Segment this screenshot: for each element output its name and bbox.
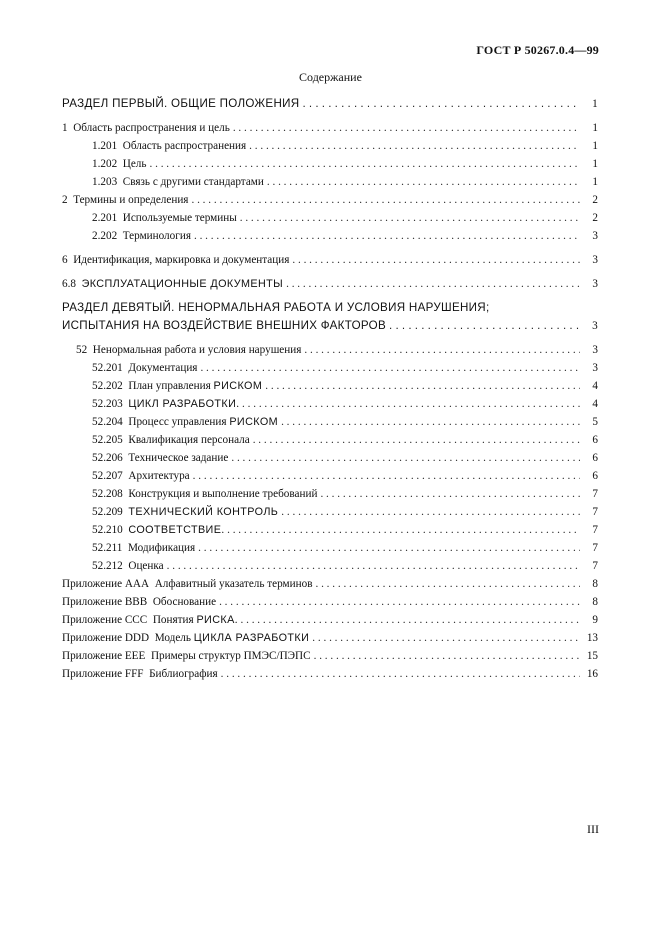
toc-entry[interactable]: РАЗДЕЛ ДЕВЯТЫЙ. НЕНОРМАЛЬНАЯ РАБОТА И УСЛОВИЯ НАРУШЕНИЯ; (62, 301, 490, 314)
toc-entry[interactable]: 52.204 Процесс управления РИСКОМ . . . 5 (62, 413, 598, 431)
toc-title: Содержание (299, 70, 362, 84)
toc-entry[interactable]: Приложение DDD Модель ЦИКЛА РАЗРАБОТКИ . . . 13 (62, 629, 598, 647)
toc-entry[interactable]: 2.201 Используемые термины . . . 2 (62, 209, 598, 227)
toc-entry[interactable]: 52.212 Оценка . . . 7 (62, 557, 598, 575)
toc-entry[interactable]: 52.206 Техническое задание . . . 6 (62, 449, 598, 467)
toc-entry[interactable]: Приложение CCC Понятия РИСКА. . . . 9 (62, 611, 598, 629)
document-code: ГОСТ Р 50267.0.4—99 (476, 43, 599, 57)
toc-entry[interactable]: 52.211 Модификация . . . 7 (62, 539, 598, 557)
toc-entry[interactable]: ИСПЫТАНИЯ НА ВОЗДЕЙСТВИЕ ВНЕШНИХ ФАКТОРОВ . . . 3 (62, 317, 598, 335)
toc-entry[interactable]: 52.201 Документация . . . 3 (62, 359, 598, 377)
toc-entry[interactable]: 52.203 ЦИКЛ РАЗРАБОТКИ. . . . 4 (62, 395, 598, 413)
toc-entry[interactable]: Приложение FFF Библиография . . . 16 (62, 665, 598, 683)
toc-entry[interactable]: 1.203 Связь с другими стандартами . . . 1 (62, 173, 598, 191)
toc-entry[interactable]: 52 Ненормальная работа и условия нарушения . . . 3 (62, 341, 598, 359)
toc-entry[interactable]: 52.205 Квалификация персонала . . . 6 (62, 431, 598, 449)
toc-entry[interactable]: 52.208 Конструкция и выполнение требований . . . 7 (62, 485, 598, 503)
toc-entry[interactable]: РАЗДЕЛ ПЕРВЫЙ. ОБЩИЕ ПОЛОЖЕНИЯ . . . 1 (62, 95, 598, 113)
toc-entry[interactable]: 52.202 План управления РИСКОМ . . . 4 (62, 377, 598, 395)
toc-entry[interactable]: 2 Термины и определения . . . 2 (62, 191, 598, 209)
table-of-contents (62, 95, 598, 683)
toc-entry[interactable]: Приложение EEE Примеры структур ПМЭС/ПЭПС . . . 15 (62, 647, 598, 665)
toc-entry[interactable]: 6 Идентификация, маркировка и документация . . . 3 (62, 251, 598, 269)
toc-entry[interactable]: Приложение AAA Алфавитный указатель терминов . . . 8 (62, 575, 598, 593)
page-number: III (587, 822, 599, 836)
toc-entry[interactable]: 52.209 ТЕХНИЧЕСКИЙ КОНТРОЛЬ . . . 7 (62, 503, 598, 521)
toc-entry[interactable]: 52.207 Архитектура . . . 6 (62, 467, 598, 485)
toc-entry[interactable]: Приложение BBB Обоснование . . . 8 (62, 593, 598, 611)
toc-entry[interactable]: 52.210 СООТВЕТСТВИЕ. . . . 7 (62, 521, 598, 539)
toc-entry[interactable]: 6.8 ЭКСПЛУАТАЦИОННЫЕ ДОКУМЕНТЫ . . . 3 (62, 275, 598, 293)
toc-entry[interactable]: 1.202 Цель . . . 1 (62, 155, 598, 173)
toc-entry[interactable]: 1.201 Область распространения . . . 1 (62, 137, 598, 155)
toc-entry[interactable]: 1 Область распространения и цель . . . 1 (62, 119, 598, 137)
toc-entry[interactable]: 2.202 Терминология . . . 3 (62, 227, 598, 245)
